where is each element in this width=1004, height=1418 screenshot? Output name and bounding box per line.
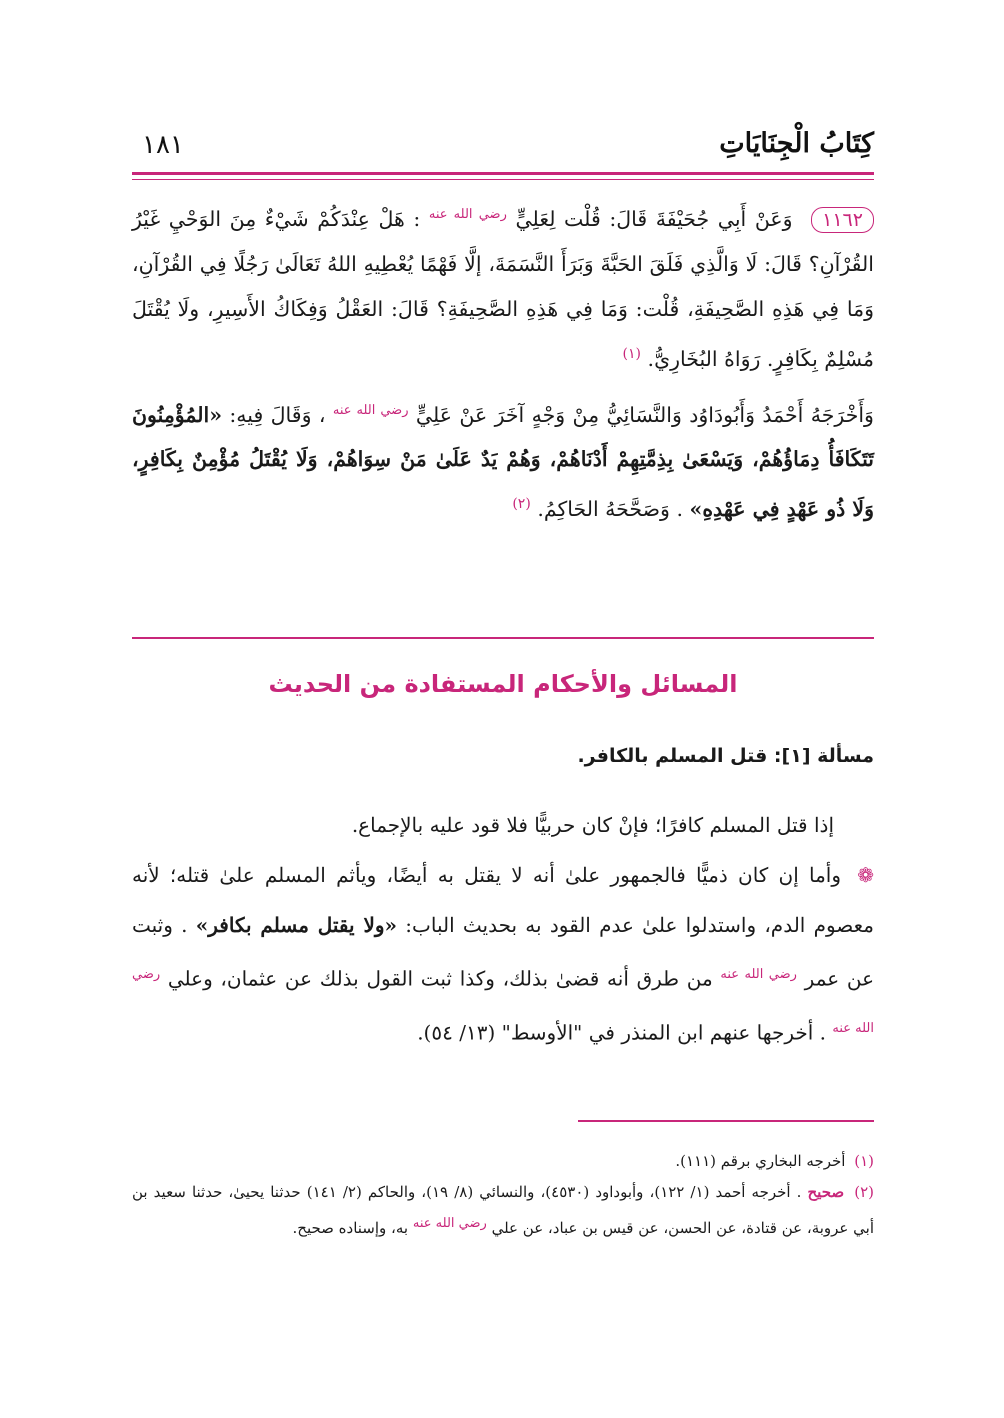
hadith-text-part: ، وَقَالَ فِيهِ: — [222, 402, 326, 427]
honorific-glyph: رضي الله عنه — [332, 402, 409, 418]
flower-ornament-icon: ❁ — [857, 863, 874, 887]
body-text-part: من طرق أنه قضىٰ بذلك، وكذا ثبت القول بذلك عن عثمان، وعلي — [167, 966, 713, 991]
footnote-1 — [132, 1146, 874, 1177]
section-separator — [132, 637, 874, 639]
hadith-block — [132, 192, 874, 538]
footnote-ref-1[interactable]: (١) — [622, 345, 642, 362]
section-heading: المسائل والأحكام المستفادة من الحديث — [268, 670, 738, 698]
honorific-glyph: رضي الله عنه — [132, 967, 874, 1036]
page-header — [132, 128, 874, 170]
hadith-number-badge: ١١٦٢ — [811, 207, 874, 233]
body-quote-bold: «ولا يقتل مسلم بكافر» — [195, 913, 398, 937]
body-text — [132, 800, 874, 1057]
hadith-paragraph-1 — [132, 192, 874, 382]
body-paragraph-2 — [132, 850, 874, 1057]
footnotes — [132, 1146, 874, 1244]
page-number: ١٨١ — [142, 130, 184, 160]
honorific-glyph: رضي الله عنه — [428, 207, 507, 222]
hadith-paragraph-2 — [132, 388, 874, 533]
body-text-part: وأما إن كان ذميًّا فالجمهور علىٰ أنه لا يقتل به أيضًا، ويأثم المسلم علىٰ قتله؛ لأنه معصوم الدم، واستدلوا علىٰ عدم القود به بحديث الباب: — [132, 863, 875, 937]
footnote-2-end: به، وإسناده صحيح. — [292, 1219, 409, 1237]
hadith-text-part: وَعَنْ أَبِي جُحَيْفَةَ قَالَ: قُلْت لِعَلِيٍّ — [515, 206, 793, 231]
footnote-2-text: . أخرجه أحمد (١/ ١٢٢)، وأبوداود (٤٥٣٠)، والنسائي (٨/ ١٩)، والحاكم (٢/ ١٤١) حدثنا يحيىٰ، حدثنا سعيد بن أبي عروبة، عن قتادة، عن الحسن، عن قيس بن عباد، عن علي — [132, 1183, 874, 1237]
footnote-2-number: (٢) — [854, 1183, 874, 1201]
hadith-text-part: وَأَخْرَجَهُ أَحْمَدُ وَأَبُودَاوُد وَالنَّسَائِيُّ مِنْ وَجْهٍ آخَرَ عَنْ عَلِيٍّ — [415, 402, 874, 427]
hadith-text-part: . وَصَحَّحَهُ الحَاكِمُ. — [537, 497, 683, 522]
footnote-2 — [132, 1177, 874, 1244]
masala-heading: مسألة [١]: قتل المسلم بالكافر. — [577, 745, 874, 767]
footnote-1-text: أخرجه البخاري برقم (١١١). — [675, 1152, 846, 1170]
footnote-1-number: (١) — [854, 1152, 874, 1170]
footnote-rule — [578, 1120, 874, 1122]
page — [132, 0, 874, 1418]
hadith-quote-bold: «المُؤْمِنُونَ تَتَكَافَأُ دِمَاؤُهُمْ، وَيَسْعَىٰ بِذِمَّتِهِمْ أَدْنَاهُمْ، وَهُمْ يَدٌ عَلَىٰ مَنْ سِوَاهُمْ، وَلَا يُقْتَلُ مُؤْمِنٌ بِكَافِرٍ، وَلَا ذُو عَهْدٍ فِي عَهْدِهِ» — [132, 402, 874, 522]
header-rule-thin — [132, 179, 874, 180]
honorific-glyph: رضي الله عنه — [720, 967, 797, 982]
footnote-2-grade: صحيح — [807, 1183, 845, 1201]
body-paragraph-1: إذا قتل المسلم كافرًا؛ فإنْ كان حربيًّا فلا قود عليه بالإجماع. — [351, 813, 834, 837]
book-title: كِتَابُ الْجِنَايَاتِ — [719, 128, 874, 159]
honorific-glyph: رضي الله عنه — [412, 1216, 487, 1231]
header-rule-thick — [132, 172, 874, 175]
footnote-ref-2[interactable]: (٢) — [512, 496, 531, 513]
body-text-part: . أخرجها عنهم ابن المنذر في "الأوسط" (١٣/ ٥٤). — [417, 1020, 826, 1045]
hadith-text-part: : هَلْ عِنْدَكُمْ شَيْءٌ مِنَ الوَحْيِ غَيْرُ القُرْآنِ؟ قَالَ: لَا وَالَّذِي فَلَقَ الحَبَّةَ وَبَرَأَ النَّسَمَةَ، إلَّا فَهْمًا يُعْطِيهِ اللهُ تَعَالَىٰ رَجُلًا فِي القُرْآنِ، وَمَا فِي هَذِهِ الصَّحِيفَةِ، قُلْت: وَمَا فِي هَذِهِ الصَّحِيفَةِ؟ قَالَ: العَقْلُ وَفِكَاكُ الأَسِيرِ، ولَا يُقْتَلَ مُسْلِمٌ بِكَافِرٍ. رَوَاهُ البُخَارِيُّ. — [132, 206, 874, 371]
body-text-part: . وثبت عن عمر — [132, 913, 875, 991]
